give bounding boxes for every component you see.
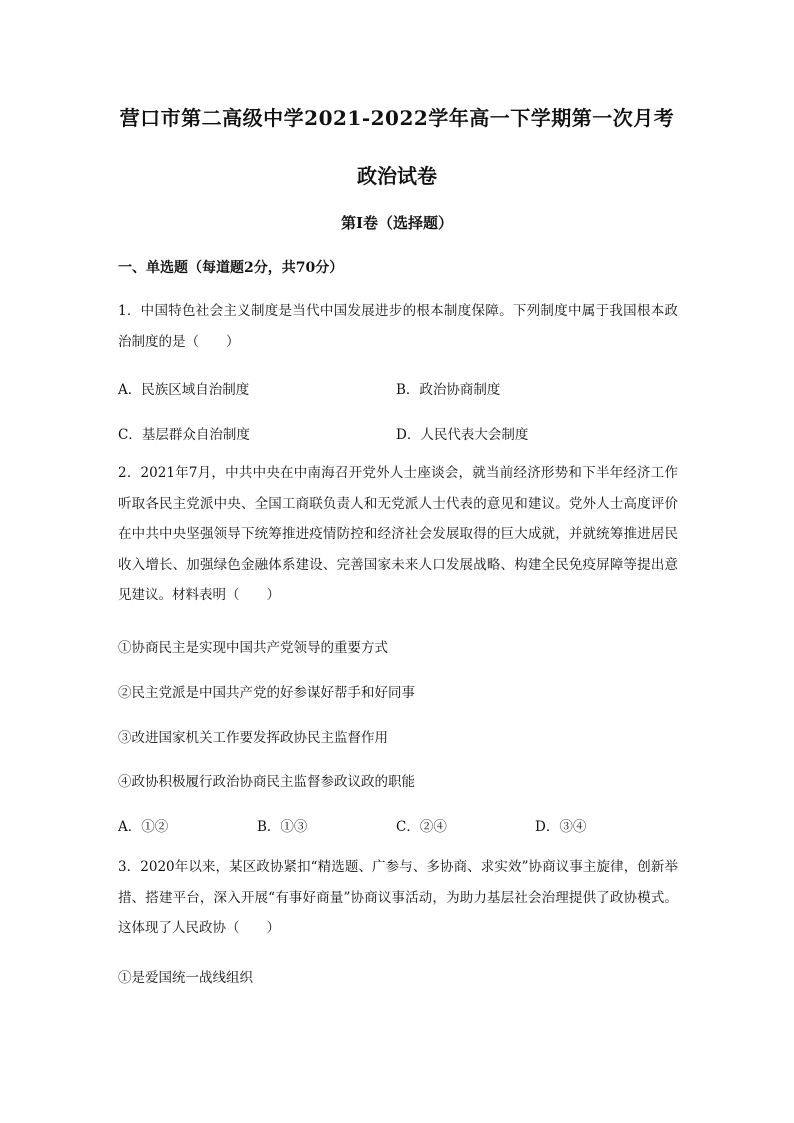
question-2-option-c: C．②④ bbox=[396, 819, 447, 835]
question-2-statement-2: ②民主党派是中国共产党的好参谋好帮手和好同事 bbox=[118, 685, 415, 701]
question-2-statement-3: ③改进国家机关工作要发挥政协民主监督作用 bbox=[118, 730, 388, 746]
question-2-statement-1: ①协商民主是实现中国共产党领导的重要方式 bbox=[118, 640, 388, 656]
question-2-option-b: B．①③ bbox=[257, 819, 308, 835]
section-heading: 一、单选题（每道题2分，共70分） bbox=[118, 260, 344, 276]
question-1-option-c: C．基层群众自治制度 bbox=[118, 427, 250, 443]
question-2-stem: 2．2021年7月，中共中央在中南海召开党外人士座谈会，就当前经济形势和下半年经济工作听取各民主党派中央、全国工商联负责人和无党派人士代表的意见和建议。党外人士高度评价在中共中央坚强领导下统筹推进疫情防控和经济社会发展取得的巨大成就，并就统筹推进居民收入增长、加强绿色金融体系建设、完善国家未来人口发展战略、构建全民免疫屏障等提出意见建议。材料表明（ ） bbox=[118, 465, 678, 603]
question-1-option-b: B．政治协商制度 bbox=[396, 382, 501, 398]
exam-subtitle: 政治试卷 bbox=[357, 164, 437, 188]
question-2-option-d: D．③④ bbox=[535, 819, 587, 835]
question-3-stem: 3．2020年以来，某区政协紧扣“精选题、广参与、多协商、求实效”协商议事主旋律，创新举措、搭建平台，深入开展“有事好商量”协商议事活动，为助力基层社会治理提供了政协模式。这体现了人民政协（ ） bbox=[118, 859, 678, 936]
volume-heading: 第Ⅰ卷（选择题） bbox=[340, 214, 454, 232]
question-2-statement-4: ④政协积极履行政治协商民主监督参政议政的职能 bbox=[118, 774, 415, 790]
question-1-option-d: D．人民代表大会制度 bbox=[396, 427, 529, 443]
question-1-stem: 1．中国特色社会主义制度是当代中国发展进步的根本制度保障。下列制度中属于我国根本政治制度的是（ ） bbox=[118, 303, 678, 350]
exam-title: 营口市第二高级中学2021-2022学年高一下学期第一次月考 bbox=[119, 106, 675, 130]
question-1-option-a: A．民族区域自治制度 bbox=[118, 382, 250, 398]
question-2-option-a: A．①② bbox=[118, 819, 169, 835]
question-3-statement-1: ①是爱国统一战线组织 bbox=[118, 970, 253, 986]
